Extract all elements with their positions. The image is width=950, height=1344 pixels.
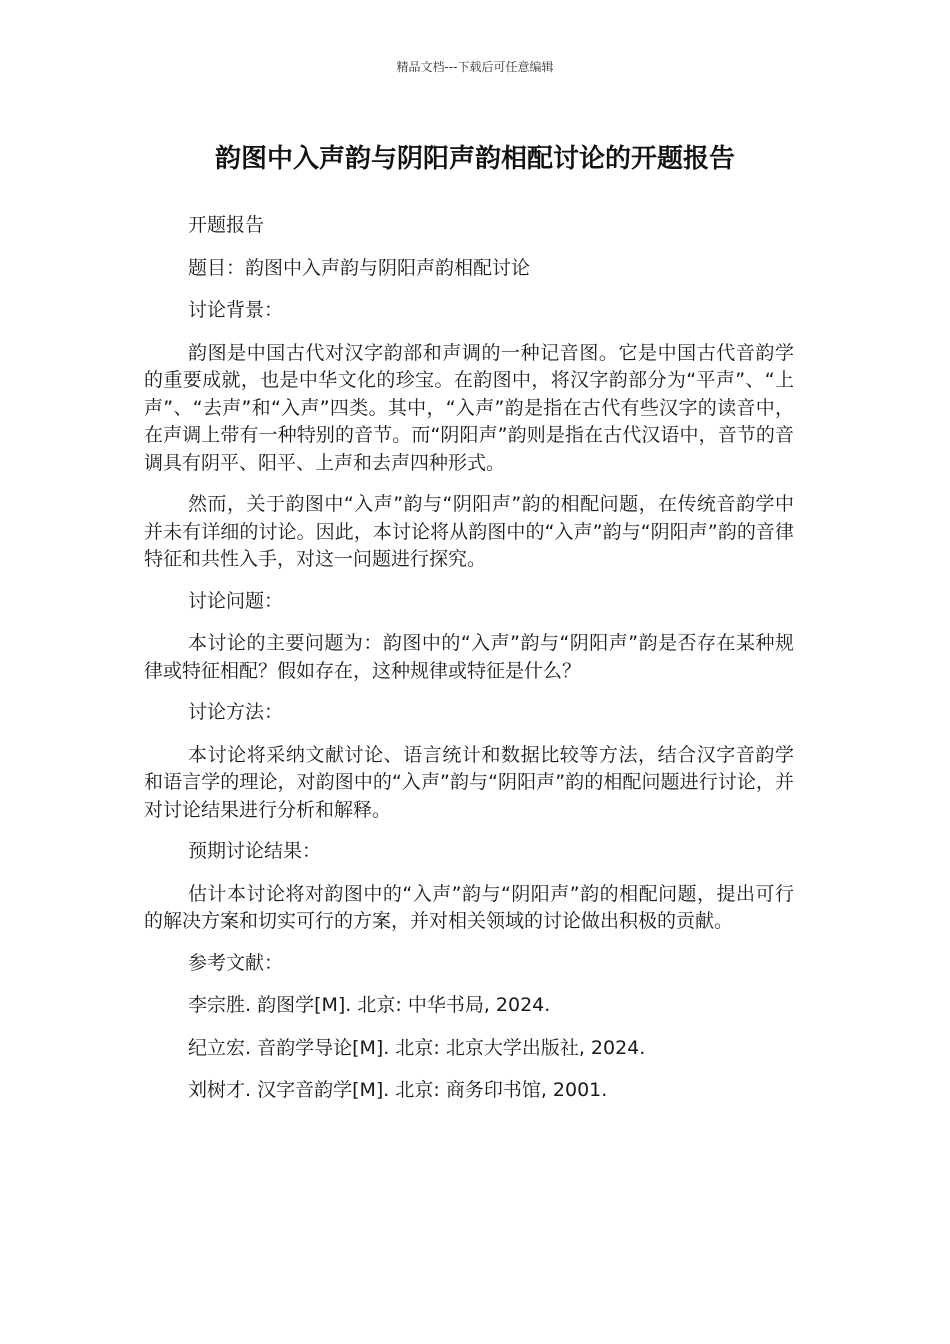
method-paragraph: 本讨论将采纳文献讨论、语言统计和数据比较等方法，结合汉字音韵学和语言学的理论，对韵图中的“入声”韵与“阴阳声”韵的相配问题进行讨论，并对讨论结果进行分析和解释。	[144, 743, 794, 821]
references-heading: 参考文献：	[188, 951, 284, 974]
question-heading: 讨论问题：	[188, 589, 284, 612]
method-heading: 讨论方法：	[188, 701, 284, 723]
background-paragraph-1: 韵图是中国古代对汉字韵部和声调的一种记音图。它是中国古代音韵学的重要成就，也是中华文化的珍宝。在韵图中，将汉字韵部分为“平声”、“上声”、“去声”和“入声”四类。其中，“入声”韵是指在古代有些汉字的读音中，在声调上带有一种特别的音节。而“阴阳声”韵则是指在古代汉语中，音节的音调具有阴平、阳平、上声和去声四种形式。	[144, 341, 794, 474]
header-note: 精品文档---下载后可任意编辑	[396, 60, 554, 74]
reference-item: 李宗胜. 韵图学[M]. 北京: 中华书局, 2024.	[188, 994, 551, 1016]
report-label: 开题报告	[188, 214, 265, 236]
background-paragraph-2: 然而，关于韵图中“入声”韵与“阴阳声”韵的相配问题，在传统音韵学中并未有详细的讨论。因此，本讨论将从韵图中的“入声”韵与“阴阳声”韵的音律特征和共性入手，对这一问题进行探究。	[144, 493, 794, 570]
result-paragraph: 估计本讨论将对韵图中的“入声”韵与“阴阳声”韵的相配问题，提出可行的解决方案和切实可行的方案，并对相关领域的讨论做出积极的贡献。	[144, 882, 794, 932]
question-paragraph: 本讨论的主要问题为：韵图中的“入声”韵与“阴阳声”韵是否存在某种规律或特征相配？假如存在，这种规律或特征是什么？	[144, 632, 794, 682]
topic-line: 题目：韵图中入声韵与阴阳声韵相配讨论	[188, 256, 531, 279]
result-heading: 预期讨论结果：	[188, 840, 322, 862]
document-title: 韵图中入声韵与阴阳声韵相配讨论的开题报告	[214, 144, 735, 174]
background-heading: 讨论背景：	[188, 299, 284, 321]
references-list	[144, 992, 794, 1105]
document-body	[144, 212, 794, 1120]
reference-item: 纪立宏. 音韵学导论[M]. 北京: 北京大学出版社, 2024.	[188, 1036, 646, 1059]
reference-item: 刘树才. 汉字音韵学[M]. 北京: 商务印书馆, 2001.	[188, 1079, 608, 1101]
